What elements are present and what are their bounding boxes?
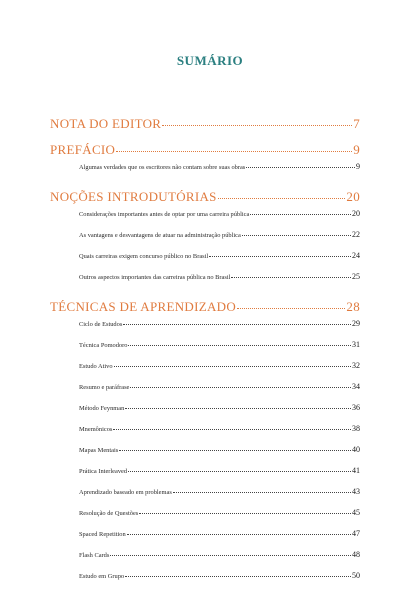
toc-item[interactable] — [50, 529, 360, 550]
toc-item[interactable] — [50, 571, 360, 592]
dot-leader — [113, 429, 351, 430]
item-title: Quais carreiras exigem concurso público no Brasil — [79, 253, 209, 260]
toc-item[interactable] — [50, 251, 360, 272]
item-page: 29 — [352, 319, 360, 328]
section-title: NOÇÕES INTRODUTÓRIAS — [50, 189, 217, 204]
item-page: 43 — [352, 487, 360, 496]
item-title: Prática Interleaved — [79, 468, 128, 475]
dot-leader — [125, 408, 351, 409]
toc-item[interactable] — [50, 162, 360, 183]
item-title: Mnemônicos — [79, 426, 113, 433]
dot-leader — [231, 277, 351, 278]
toc-item[interactable] — [50, 403, 360, 424]
item-title: Resumo e paráfrase — [79, 384, 130, 391]
section-page: 7 — [353, 116, 360, 131]
dot-leader — [128, 471, 351, 472]
item-title: Mapas Mentais — [79, 447, 119, 454]
toc-item[interactable] — [50, 319, 360, 340]
dot-leader — [173, 492, 351, 493]
item-page: 40 — [352, 445, 360, 454]
item-title: Outros aspectos importantes das carreiras pública no Brasil — [79, 274, 231, 281]
toc-item[interactable] — [50, 382, 360, 403]
toc-item[interactable] — [50, 230, 360, 251]
toc-item[interactable] — [50, 445, 360, 466]
section-page: 20 — [346, 189, 360, 204]
item-title: Ciclo de Estudos — [79, 321, 123, 328]
toc-section-tecnicas-de-aprendizado[interactable] — [50, 299, 360, 319]
dot-leader — [114, 366, 351, 367]
item-page: 25 — [352, 272, 360, 281]
dot-leader — [162, 125, 352, 126]
section-page: 9 — [353, 142, 360, 157]
section-title: PREFÁCIO — [50, 142, 116, 157]
item-page: 50 — [352, 571, 360, 580]
dot-leader — [130, 387, 351, 388]
toc-title: SUMÁRIO — [176, 53, 244, 68]
item-title: Aprendizado baseado em problemas — [79, 489, 172, 496]
item-page: 45 — [352, 508, 360, 517]
dot-leader — [237, 308, 345, 309]
toc-section-nocoes-introdutorias[interactable] — [50, 189, 360, 209]
toc-item[interactable] — [50, 361, 360, 382]
toc-section-nota-do-editor[interactable] — [50, 116, 360, 136]
dot-leader — [110, 555, 351, 556]
toc-item[interactable] — [50, 550, 360, 571]
item-title: Método Feynman — [79, 405, 125, 412]
item-title: Algumas verdades que os escritores não contam sobre suas obras — [79, 164, 246, 171]
item-title: Spaced Repetition — [79, 531, 126, 538]
item-title: As vantagens e desvantagens de atuar na administração pública — [79, 232, 241, 239]
toc-section-prefacio[interactable] — [50, 142, 360, 162]
dot-leader — [123, 324, 351, 325]
dot-leader — [209, 256, 351, 257]
dot-leader — [250, 214, 351, 215]
item-title: Estudo em Grupo — [79, 573, 125, 580]
toc-item[interactable] — [50, 340, 360, 361]
item-page: 9 — [356, 162, 360, 171]
item-title: Considerações importantes antes de optar por uma carreira pública — [79, 211, 250, 218]
dot-leader — [218, 198, 346, 199]
dot-leader — [116, 151, 352, 152]
dot-leader — [127, 534, 351, 535]
section-title: TÉCNICAS DE APRENDIZADO — [50, 299, 237, 314]
item-page: 41 — [352, 466, 360, 475]
item-title: Estudo Ativo — [79, 363, 113, 370]
toc-item[interactable] — [50, 508, 360, 529]
dot-leader — [119, 450, 351, 451]
table-of-contents — [50, 116, 360, 592]
item-title: Resolução de Questões — [79, 510, 139, 517]
item-page: 32 — [352, 361, 360, 370]
toc-item[interactable] — [50, 272, 360, 293]
dot-leader — [139, 513, 351, 514]
dot-leader — [125, 576, 351, 577]
section-page: 28 — [346, 299, 360, 314]
toc-item[interactable] — [50, 466, 360, 487]
item-title: Técnica Pomodoro — [79, 342, 128, 349]
dot-leader — [246, 167, 355, 168]
item-page: 34 — [352, 382, 360, 391]
toc-item[interactable] — [50, 424, 360, 445]
item-page: 36 — [352, 403, 360, 412]
item-title: Flash Cards — [79, 552, 110, 559]
dot-leader — [242, 235, 351, 236]
item-page: 38 — [352, 424, 360, 433]
toc-item[interactable] — [50, 487, 360, 508]
toc-item[interactable] — [50, 209, 360, 230]
item-page: 48 — [352, 550, 360, 559]
dot-leader — [128, 345, 351, 346]
item-page: 24 — [352, 251, 360, 260]
section-title: NOTA DO EDITOR — [50, 116, 162, 131]
item-page: 31 — [352, 340, 360, 349]
item-page: 20 — [352, 209, 360, 218]
item-page: 22 — [352, 230, 360, 239]
item-page: 47 — [352, 529, 360, 538]
